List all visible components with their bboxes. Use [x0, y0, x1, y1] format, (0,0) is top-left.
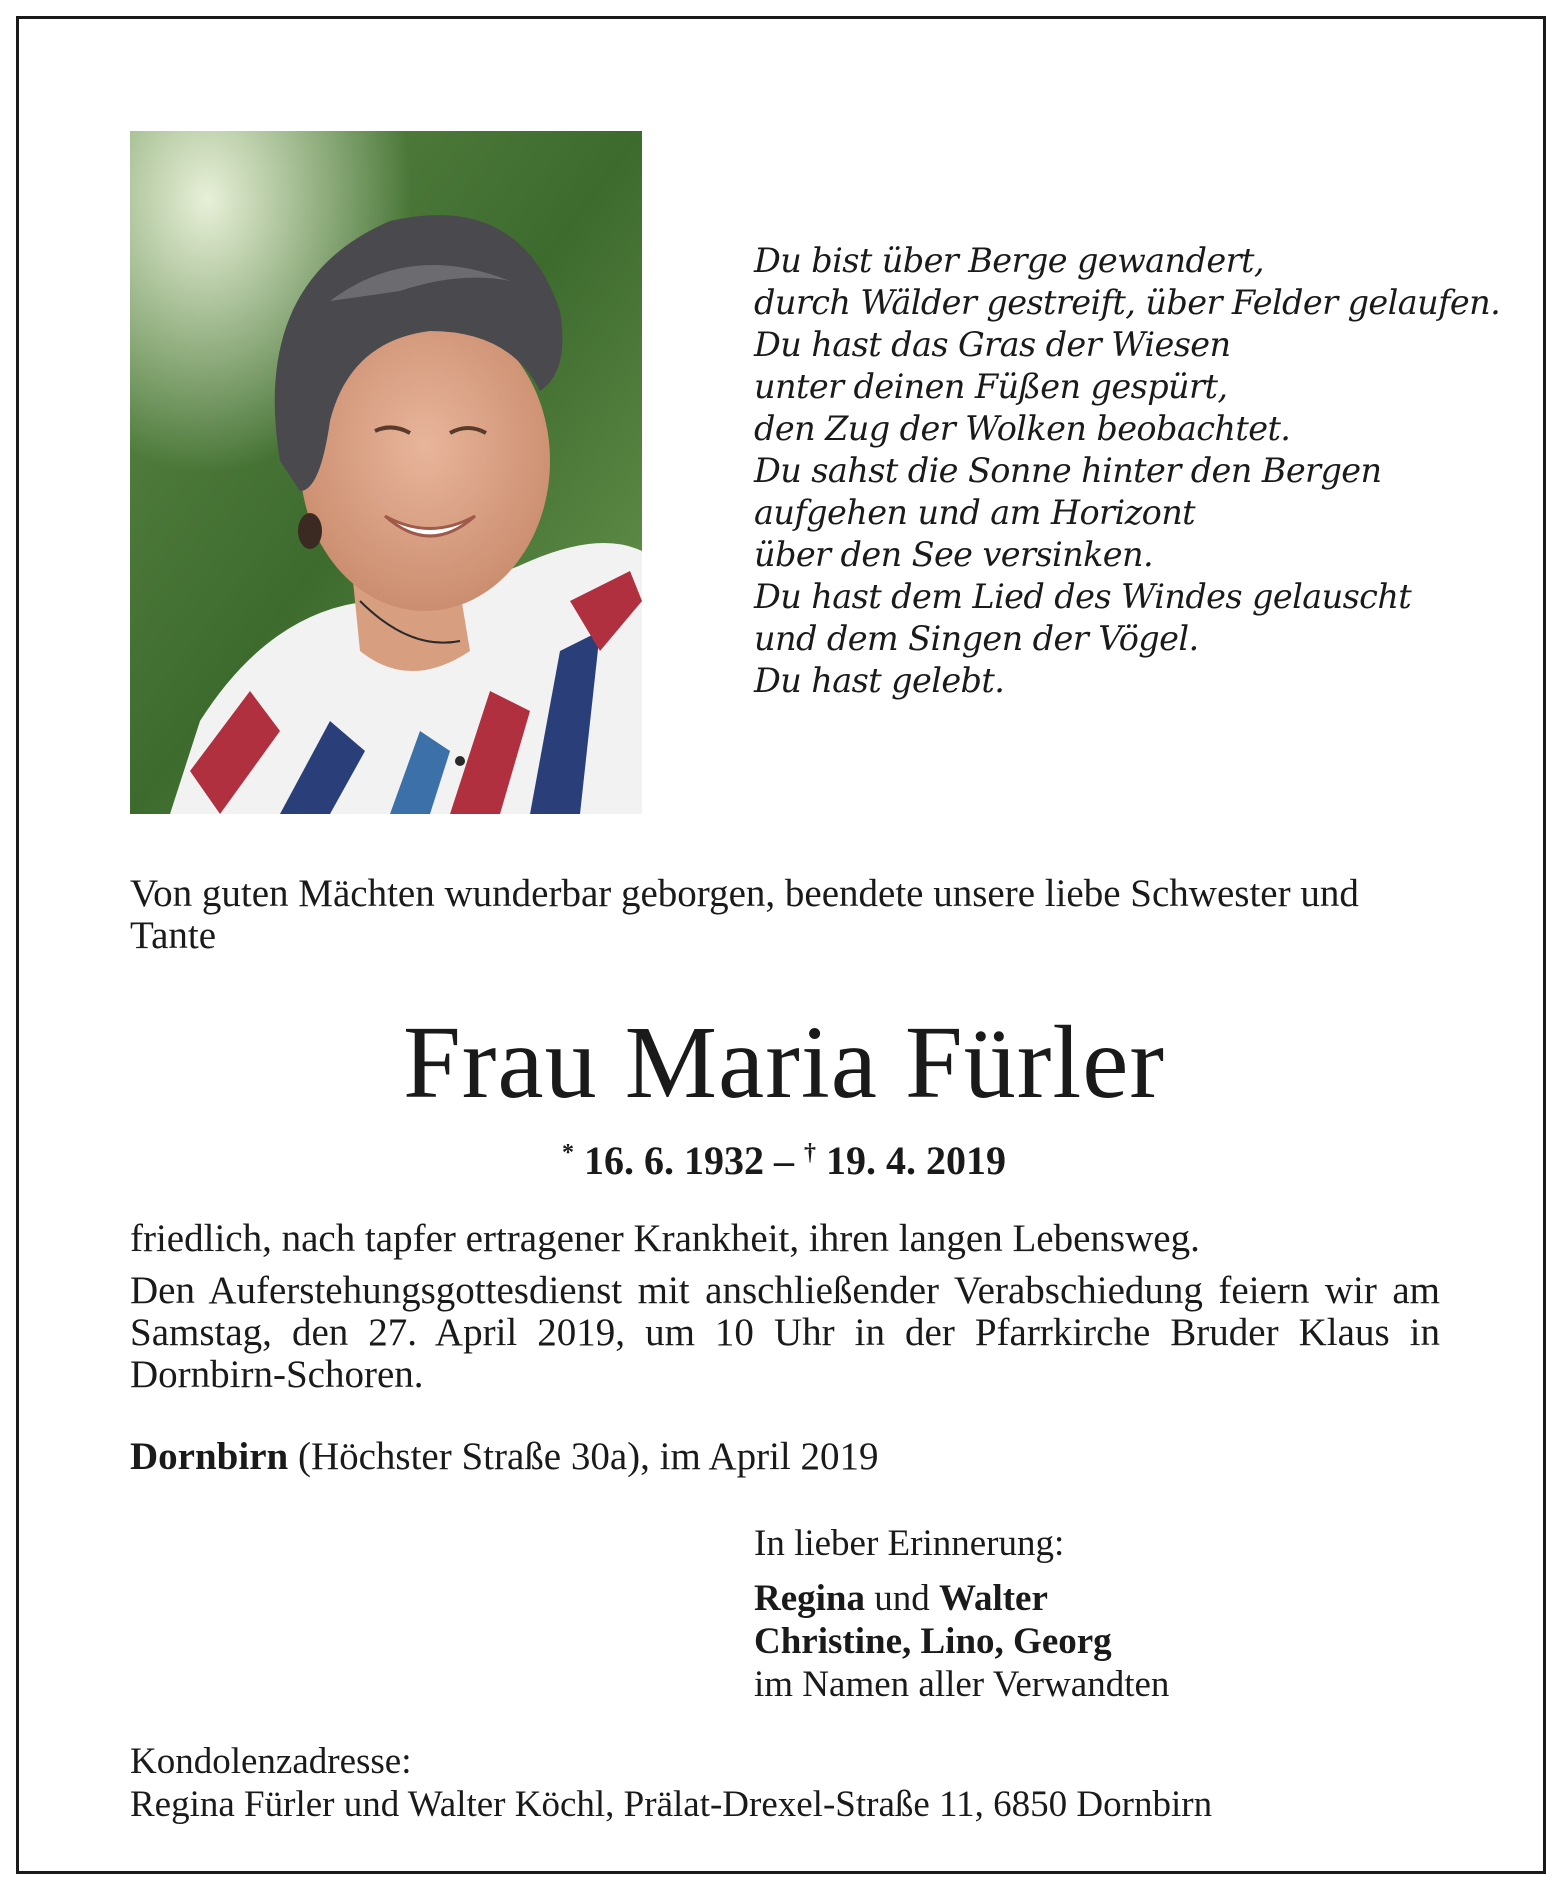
city-name: Dornbirn	[130, 1435, 289, 1478]
closing-heading: In lieber Erinnerung:	[754, 1523, 1065, 1564]
passing-text: friedlich, nach tapfer ertragener Krankheit, ihren langen Lebensweg.	[130, 1217, 1200, 1260]
intro-text: Von guten Mächten wunderbar geborgen, beendete unsere liebe Schwester und Tante	[130, 872, 1359, 957]
deceased-name: Frau Maria Fürler	[402, 1005, 1166, 1120]
poem-line: Du sahst die Sonne hinter den Bergen	[754, 451, 1382, 490]
mourner-name: Walter	[939, 1578, 1048, 1619]
conjunction: und	[865, 1578, 939, 1619]
service-announcement: Den Auferstehungsgottesdienst mit anschließender Verabschiedung feiern wir am Samstag, den 27. April 2019, um 10 Uhr in der Pfarrkirche Bruder Klaus in Dornbirn-Schoren.	[130, 1269, 1440, 1396]
birth-date: 16. 6. 1932	[584, 1138, 764, 1183]
mourner-names: Christine, Lino, Georg	[754, 1621, 1112, 1662]
portrait-photo	[130, 131, 642, 814]
poem-line: über den See versinken.	[754, 535, 1154, 574]
life-dates	[0, 1130, 1568, 1184]
spacer	[754, 1565, 1454, 1577]
poem-line: aufgehen und am Horizont	[754, 493, 1196, 532]
death-date: 19. 4. 2019	[826, 1138, 1006, 1183]
poem-line: den Zug der Wolken beobachtet.	[754, 409, 1291, 448]
date-separator: –	[764, 1138, 804, 1183]
mourners-line-1	[754, 1577, 1454, 1620]
portrait-image	[130, 131, 642, 814]
poem-line: durch Wälder gestreift, über Felder gelaufen.	[754, 283, 1501, 322]
poem-line: Du bist über Berge gewandert,	[754, 241, 1264, 280]
place-date-line	[130, 1436, 1440, 1478]
relatives-line: im Namen aller Verwandten	[754, 1664, 1170, 1705]
birth-symbol: *	[562, 1140, 574, 1166]
mourners-line-2	[754, 1620, 1454, 1663]
poem-line: Du hast dem Lied des Windes gelauscht	[754, 577, 1412, 616]
poem-line: Du hast gelebt.	[754, 661, 1005, 700]
condolence-label: Kondolenzadresse:	[130, 1741, 412, 1782]
mourners-block	[754, 1522, 1454, 1706]
poem-line: Du hast das Gras der Wiesen	[754, 325, 1231, 364]
poem	[754, 240, 1501, 702]
death-symbol: †	[804, 1140, 816, 1166]
poem-line: und dem Singen der Vögel.	[754, 619, 1199, 658]
poem-line: unter deinen Füßen gespürt,	[754, 367, 1228, 406]
mourner-name: Regina	[754, 1578, 865, 1619]
address-date: (Höchster Straße 30a), im April 2019	[288, 1435, 879, 1478]
condolence-address: Regina Fürler und Walter Köchl, Prälat-Drexel-Straße 11, 6850 Dornbirn	[130, 1784, 1213, 1825]
condolence-block	[130, 1740, 1440, 1826]
